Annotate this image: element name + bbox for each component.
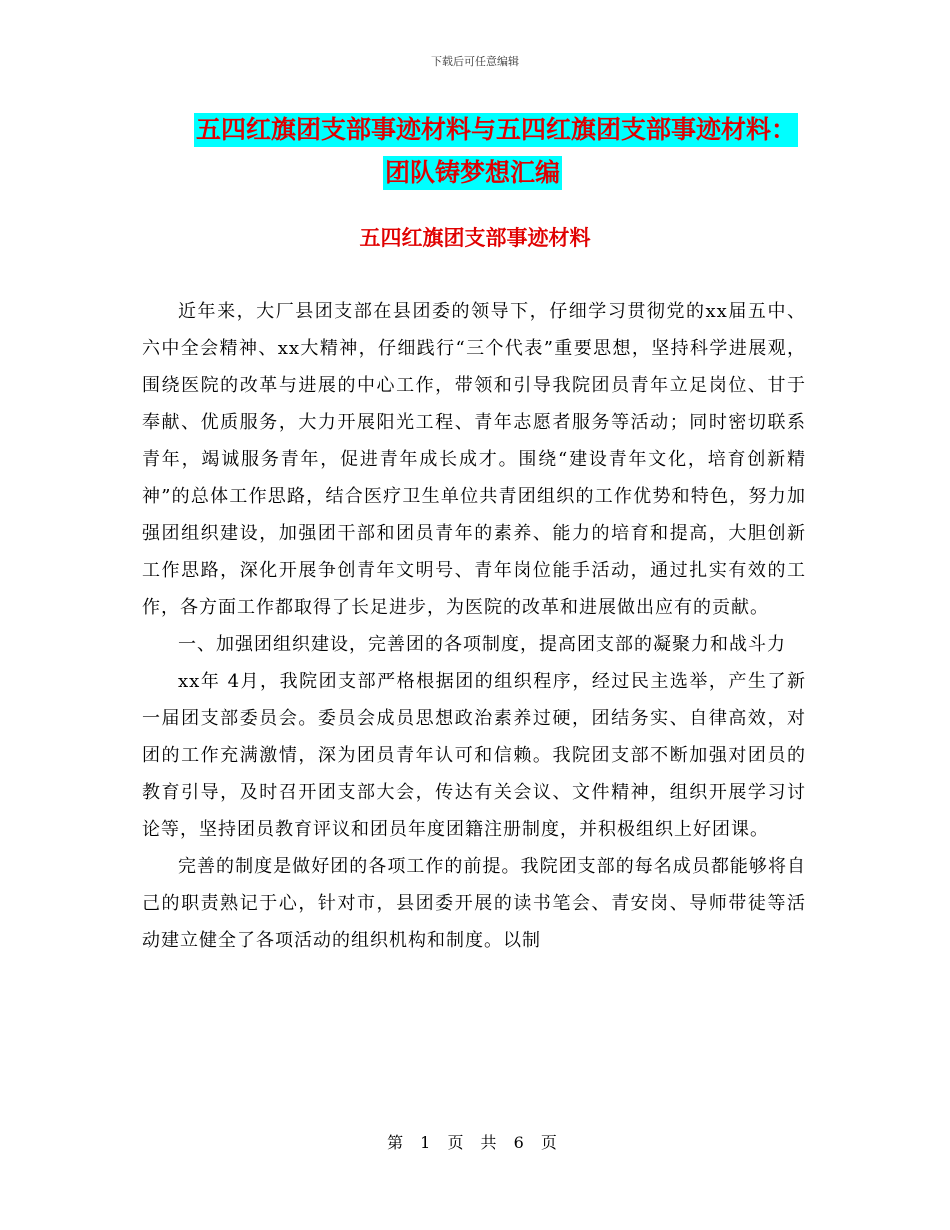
header-note: 下载后可任意编辑 [431,55,519,68]
paragraph-intro: 近年来，大厂县团支部在县团委的领导下，仔细学习贯彻党的xx届五中、六中全会精神、xx大精神，仔细践行“三个代表”重要思想，坚持科学进展观，围绕医院的改革与进展的中心工作，带领和引导我院团员青年立足岗位、甘于奉献、优质服务，大力开展阳光工程、青年志愿者服务等活动；同时密切联系青年，竭诚服务青年，促进青年成长成才。围绕“建设青年文化，培育创新精神”的总体工作思路，结合医疗卫生单位共青团组织的工作优势和特色，努力加强团组织建设，加强团干部和团员青年的素养、能力的培育和提高，大胆创新工作思路，深化开展争创青年文明号、青年岗位能手活动，通过扎实有效的工作，各方面工作都取得了长足进步，为医院的改革和进展做出应有的贡献。 [142,301,806,618]
paragraph-system: 完善的制度是做好团的各项工作的前提。我院团支部的每名成员都能够将自己的职责熟记于心，针对市，县团委开展的读书笔会、青安岗、导师带徒等活动建立健全了各项活动的组织机构和制度。以制 [142,856,806,951]
paragraph-election: xx年 4月，我院团支部严格根据团的组织程序，经过民主选举，产生了新一届团支部委员会。委员会成员思想政治素养过硬，团结务实、自律高效，对团的工作充满激情，深为团员青年认可和信赖。我院团支部不断加强对团员的教育引导，及时召开团支部大会，传达有关会议、文件精神，组织开展学习讨论等，坚持团员教育评议和团员年度团籍注册制度，并积极组织上好团课。 [142,671,806,840]
page-footer: 第 1 页 共 6 页 [387,1133,563,1152]
document-title-line-1: 五四红旗团支部事迹材料与五四红旗团支部事迹材料： [194,113,798,147]
section-title: 五四红旗团支部事迹材料 [359,225,591,250]
document-body [142,293,806,959]
document-title-line-2: 团队铸梦想汇编 [383,156,562,190]
paragraph-heading-1: 一、加强团组织建设，完善团的各项制度，提高团支部的凝聚力和战斗力 [178,634,786,655]
